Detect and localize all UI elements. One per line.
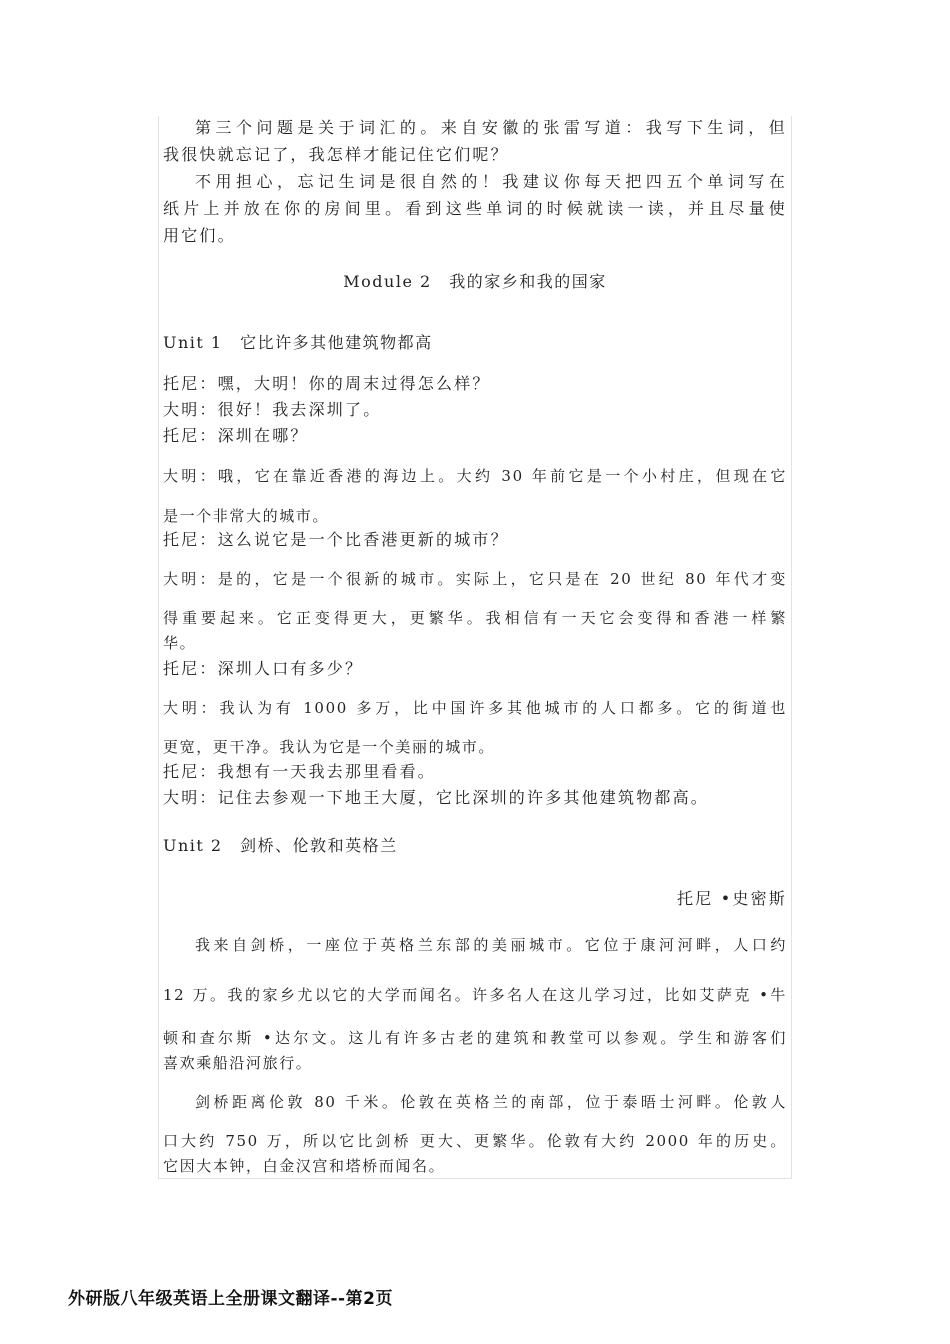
dialogue-line: 托尼：嘿，大明！你的周末过得怎么样？ — [163, 374, 491, 393]
dialogue-line: 华。 — [163, 634, 197, 652]
text-line: 不用担心，忘记生词是很自然的！我建议你每天把四五个单词写在 — [195, 172, 787, 191]
unit2-heading: Unit 2 剑桥、伦敦和英格兰 — [163, 836, 398, 855]
dialogue-line: 托尼：这么说它是一个比香港更新的城市？ — [163, 530, 509, 549]
text-line: 顿和查尔斯 •达尔文。这儿有许多古老的建筑和教堂可以参观。学生和游客们 — [163, 1029, 787, 1047]
text-line: 用它们。 — [163, 226, 236, 245]
dialogue-line: 得重要起来。它正变得更大，更繁华。我相信有一天它会变得和香港一样繁 — [163, 609, 787, 627]
text-line: 剑桥距离伦敦 80 千米。伦敦在英格兰的南部，位于泰晤士河畔。伦敦人 — [195, 1093, 787, 1111]
dialogue-line: 大明：是的，它是一个很新的城市。实际上，它只是在 20 世纪 80 年代才变 — [163, 570, 787, 588]
dialogue-line: 大明：很好！我去深圳了。 — [163, 400, 382, 419]
unit1-heading: Unit 1 它比许多其他建筑物都高 — [163, 333, 433, 352]
text-line: 它因大本钟，白金汉宫和塔桥而闻名。 — [163, 1157, 446, 1175]
author-name: 托尼 •史密斯 — [677, 889, 787, 908]
page-footer: 外研版八年级英语上全册课文翻译--第2页 — [68, 1289, 393, 1309]
text-line: 我来自剑桥，一座位于英格兰东部的美丽城市。它位于康河河畔，人口约 — [195, 936, 787, 954]
dialogue-line: 大明：哦，它在靠近香港的海边上。大约 30 年前它是一个小村庄，但现在它 — [163, 467, 787, 485]
dialogue-line: 托尼：深圳在哪？ — [163, 426, 309, 445]
text-line: 口大约 750 万，所以它比剑桥 更大、更繁华。伦敦有大约 2000 年的历史。 — [163, 1132, 787, 1150]
text-line: 第三个问题是关于词汇的。来自安徽的张雷写道：我写下生词，但 — [195, 118, 787, 137]
dialogue-line: 更宽，更干净。我认为它是一个美丽的城市。 — [163, 738, 496, 756]
dialogue-line: 托尼：我想有一天我去那里看看。 — [163, 762, 437, 781]
dialogue-line: 是一个非常大的城市。 — [163, 507, 330, 525]
text-line: 12 万。我的家乡尤以它的大学而闻名。许多名人在这儿学习过，比如艾萨克 •牛 — [163, 986, 787, 1004]
dialogue-line: 大明：我认为有 1000 多万，比中国许多其他城市的人口都多。它的街道也 — [163, 699, 787, 717]
text-line: 纸片上并放在你的房间里。看到这些单词的时候就读一读，并且尽量使 — [163, 199, 787, 218]
text-line: 我很快就忘记了，我怎样才能记住它们呢？ — [163, 145, 509, 164]
module-title: Module 2 我的家乡和我的国家 — [343, 272, 607, 291]
text-line: 喜欢乘船沿河旅行。 — [163, 1054, 313, 1072]
dialogue-line: 托尼：深圳人口有多少？ — [163, 659, 364, 678]
dialogue-line: 大明：记住去参观一下地王大厦，它比深圳的许多其他建筑物都高。 — [163, 788, 710, 807]
